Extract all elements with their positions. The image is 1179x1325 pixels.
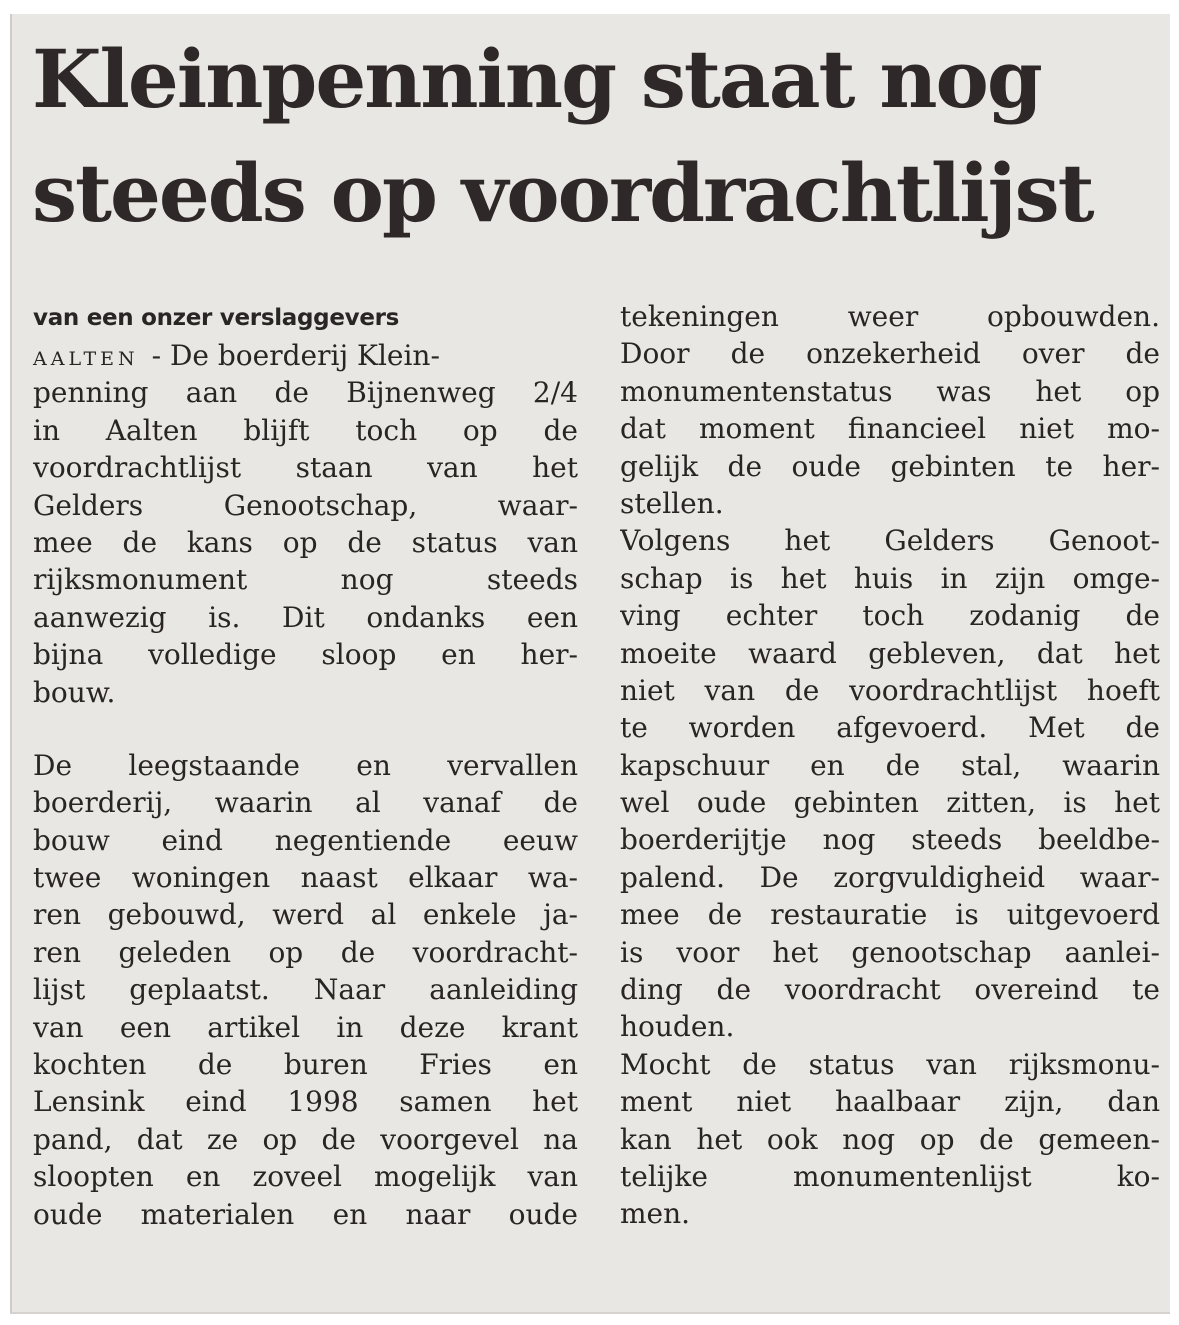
text-line: Door de onzekerheid over de [620,337,1160,371]
text-line: sloopten en zoveel mogelijk van [33,1160,578,1194]
text-line: te worden afgevoerd. Met de [620,711,1160,745]
text-line: boerderijtje nog steeds beeldbe- [620,823,1160,857]
paragraph-gap [33,711,578,747]
text-line: boerderij, waarin al vanaf de [33,786,578,820]
byline: van een onzer verslaggevers [33,305,400,331]
text-line: Lensink eind 1998 samen het [33,1085,578,1119]
text-line: aanwezig is. Dit ondanks een [33,600,578,634]
text-line: De leegstaande en vervallen [33,748,578,782]
dateline: AALTEN [33,348,139,370]
body-paragraph [33,747,578,1233]
text-line: monumentenstatus was het op [620,374,1160,408]
text-line: schap is het huis in zijn omge- [620,561,1160,595]
text-line: wel oude gebinten zitten, is het [620,786,1160,820]
text-line: pand, dat ze op de voorgevel na [33,1122,578,1156]
lead-paragraph [33,374,578,711]
text-line: Gelders Genootschap, waar- [33,488,578,522]
headline-line: Kleinpenning staat nog [32,32,1041,126]
text-line: kochten de buren Fries en [33,1048,578,1082]
lead-text: - De boerderij Klein- [142,339,440,372]
text-line: ren geleden op de voordracht- [33,935,578,969]
text-line: is voor het genootschap aanlei- [620,935,1160,969]
text-line: bijna volledige sloop en her- [33,638,578,672]
text-line: mee de kans op de status van [33,525,578,559]
text-line: van een artikel in deze krant [33,1010,578,1044]
text-line: moeite waard gebleven, dat het [620,636,1160,670]
text-line: kan het ook nog op de gemeen- [620,1122,1160,1156]
text-line: Volgens het Gelders Genoot- [620,524,1160,558]
text-line: rijksmonument nog steeds [33,563,578,597]
article-headline [32,22,1093,250]
text-line: telijke monumentenlijst ko- [620,1159,1160,1193]
text-line: oude materialen en naar oude [33,1197,578,1231]
text-line: kapschuur en de stal, waarin [620,748,1160,782]
text-line: bouw. [33,675,116,709]
text-line: houden. [620,1010,735,1044]
text-line: lijst geplaatst. Naar aanleiding [33,973,578,1007]
text-line: men. [620,1197,691,1231]
text-line: tekeningen weer opbouwden. [620,300,1160,333]
lead-first-line [33,337,578,374]
text-line: twee woningen naast elkaar wa- [33,861,578,895]
text-line: palend. De zorgvuldigheid waar- [620,860,1160,894]
right-column-text [620,298,1160,1233]
headline-line: steeds op voordrachtlijst [32,146,1093,240]
text-line: bouw eind negentiende eeuw [33,823,578,857]
article-column-right [620,298,1160,1233]
text-line: mee de restauratie is uitgevoerd [620,898,1160,932]
text-line: ren gebouwd, werd al enkele ja- [33,898,578,932]
text-line: ment niet haalbaar zijn, dan [620,1085,1160,1119]
text-line: in Aalten blijft toch op de [33,413,578,447]
text-line: ving echter toch zodanig de [620,599,1160,633]
text-line: gelijk de oude gebinten te her- [620,449,1160,483]
text-line: penning aan de Bijnenweg 2/4 [33,376,578,410]
text-line: voordrachtlijst staan van het [33,451,578,485]
article-column-left [33,300,578,1233]
text-line: niet van de voordrachtlijst hoeft [620,673,1160,707]
text-line: stellen. [620,486,724,520]
text-line: ding de voordracht overeind te [620,973,1160,1007]
text-line: Mocht de status van rijksmonu- [620,1047,1160,1081]
text-line: dat moment financieel niet mo- [620,412,1160,446]
